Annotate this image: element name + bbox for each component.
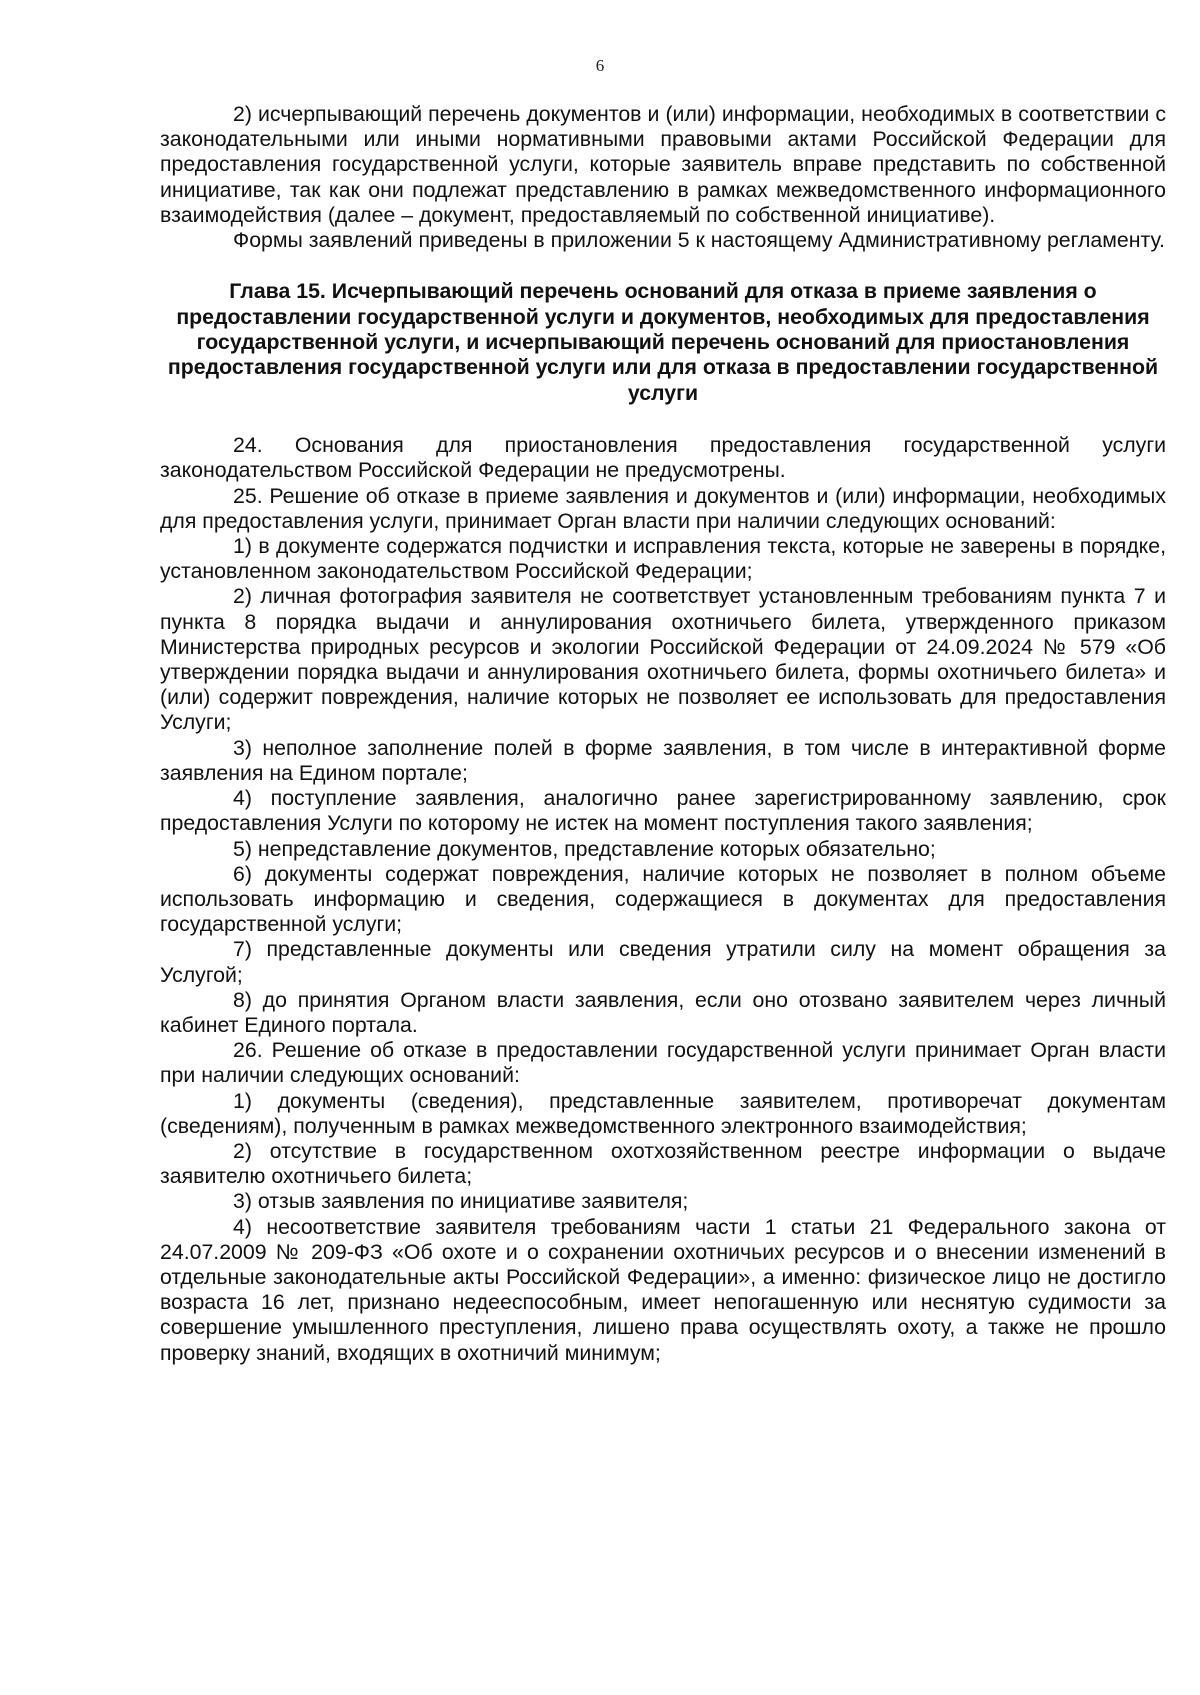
paragraph-intro-documents-list: 2) исчерпывающий перечень документов и (или) информации, необходимых в соответствии с законодательными или иными нормативными правовыми актами Российской Федерации для предоставления государственной услуги, которые заявитель вправе представить по собственной инициативе, так как они подлежат представлению в рамках межведомственного информационного взаимодействия (далее – документ, предоставляемый по собственной инициативе). [160,102,1166,227]
paragraph-item-25-1: 1) в документе содержатся подчистки и исправления текста, которые не заверены в порядке, установленном законодательством Российской Федерации; [160,534,1166,584]
paragraph-item-26-1: 1) документы (сведения), представленные заявителем, противоречат документам (сведениям), полученным в рамках межведомственного электронного взаимодействия; [160,1088,1166,1138]
chapter-heading: Глава 15. Исчерпывающий перечень оснований для отказа в приеме заявления о предоставлении государственной услуги и документов, необходимых для предоставления государственной услуги, и исчерпывающий перечень оснований для приостановления предоставления государственной услуги или для отказа в предоставлении государственной услуги [167,279,1159,405]
paragraph-item-25-5: 5) непредставление документов, представление которых обязательно; [233,836,936,861]
paragraph-item-25-8: 8) до принятия Органом власти заявления, если оно отозвано заявителем через личный кабинет Единого портала. [160,987,1166,1037]
paragraph-item-25-2: 2) личная фотография заявителя не соответствует установленным требованиям пункта 7 и пункта 8 порядка выдачи и аннулирования охотничьего билета, утвержденного приказом Министерства природных ресурсов и экологии Российской Федерации от 24.09.2024 № 579 «Об утверждении порядка выдачи и аннулирования охотничьего билета, формы охотничьего билета» и (или) содержит повреждения, наличие которых не позволяет ее использовать для предоставления Услуги; [160,584,1166,735]
page-number: 6 [595,56,605,75]
paragraph-item-24: 24. Основания для приостановления предоставления государственной услуги законодательством Российской Федерации не предусмотрены. [160,433,1166,483]
paragraph-item-26: 26. Решение об отказе в предоставлении государственной услуги принимает Орган власти при наличии следующих оснований: [160,1038,1166,1088]
paragraph-item-25-6: 6) документы содержат повреждения, наличие которых не позволяет в полном объеме использовать информацию и сведения, содержащиеся в документах для предоставления государственной услуги; [160,861,1166,937]
document-body [160,102,1166,1366]
paragraph-item-26-3: 3) отзыв заявления по инициативе заявителя; [233,1189,689,1214]
paragraph-item-26-4: 4) несоответствие заявителя требованиям части 1 статьи 21 Федерального закона от 24.07.2009 № 209-ФЗ «Об охоте и о сохранении охотничьих ресурсов и о внесении изменений в отдельные законодательные акты Российской Федерации», а именно: физическое лицо не достигло возраста 16 лет, признано недееспособным, имеет непогашенную или неснятую судимости за совершение умышленного преступления, лишено права осуществлять охоту, а также не прошло проверку знаний, входящих в охотничий минимум; [160,1214,1166,1365]
paragraph-item-26-2: 2) отсутствие в государственном охотхозяйственном реестре информации о выдаче заявителю охотничьего билета; [160,1138,1166,1189]
paragraph-item-25-7: 7) представленные документы или сведения утратили силу на момент обращения за Услугой; [160,937,1166,987]
paragraph-forms-reference: Формы заявлений приведены в приложении 5 к настоящему Административному регламенту. [233,228,1165,253]
paragraph-item-25-3: 3) неполное заполнение полей в форме заявления, в том числе в интерактивной форме заявления на Едином портале; [160,735,1166,785]
paragraph-item-25-4: 4) поступление заявления, аналогично ранее зарегистрированному заявлению, срок предоставления Услуги по которому не истек на момент поступления такого заявления; [160,786,1166,836]
paragraph-item-25: 25. Решение об отказе в приеме заявления и документов и (или) информации, необходимых для предоставления услуги, принимает Орган власти при наличии следующих оснований: [160,483,1166,533]
